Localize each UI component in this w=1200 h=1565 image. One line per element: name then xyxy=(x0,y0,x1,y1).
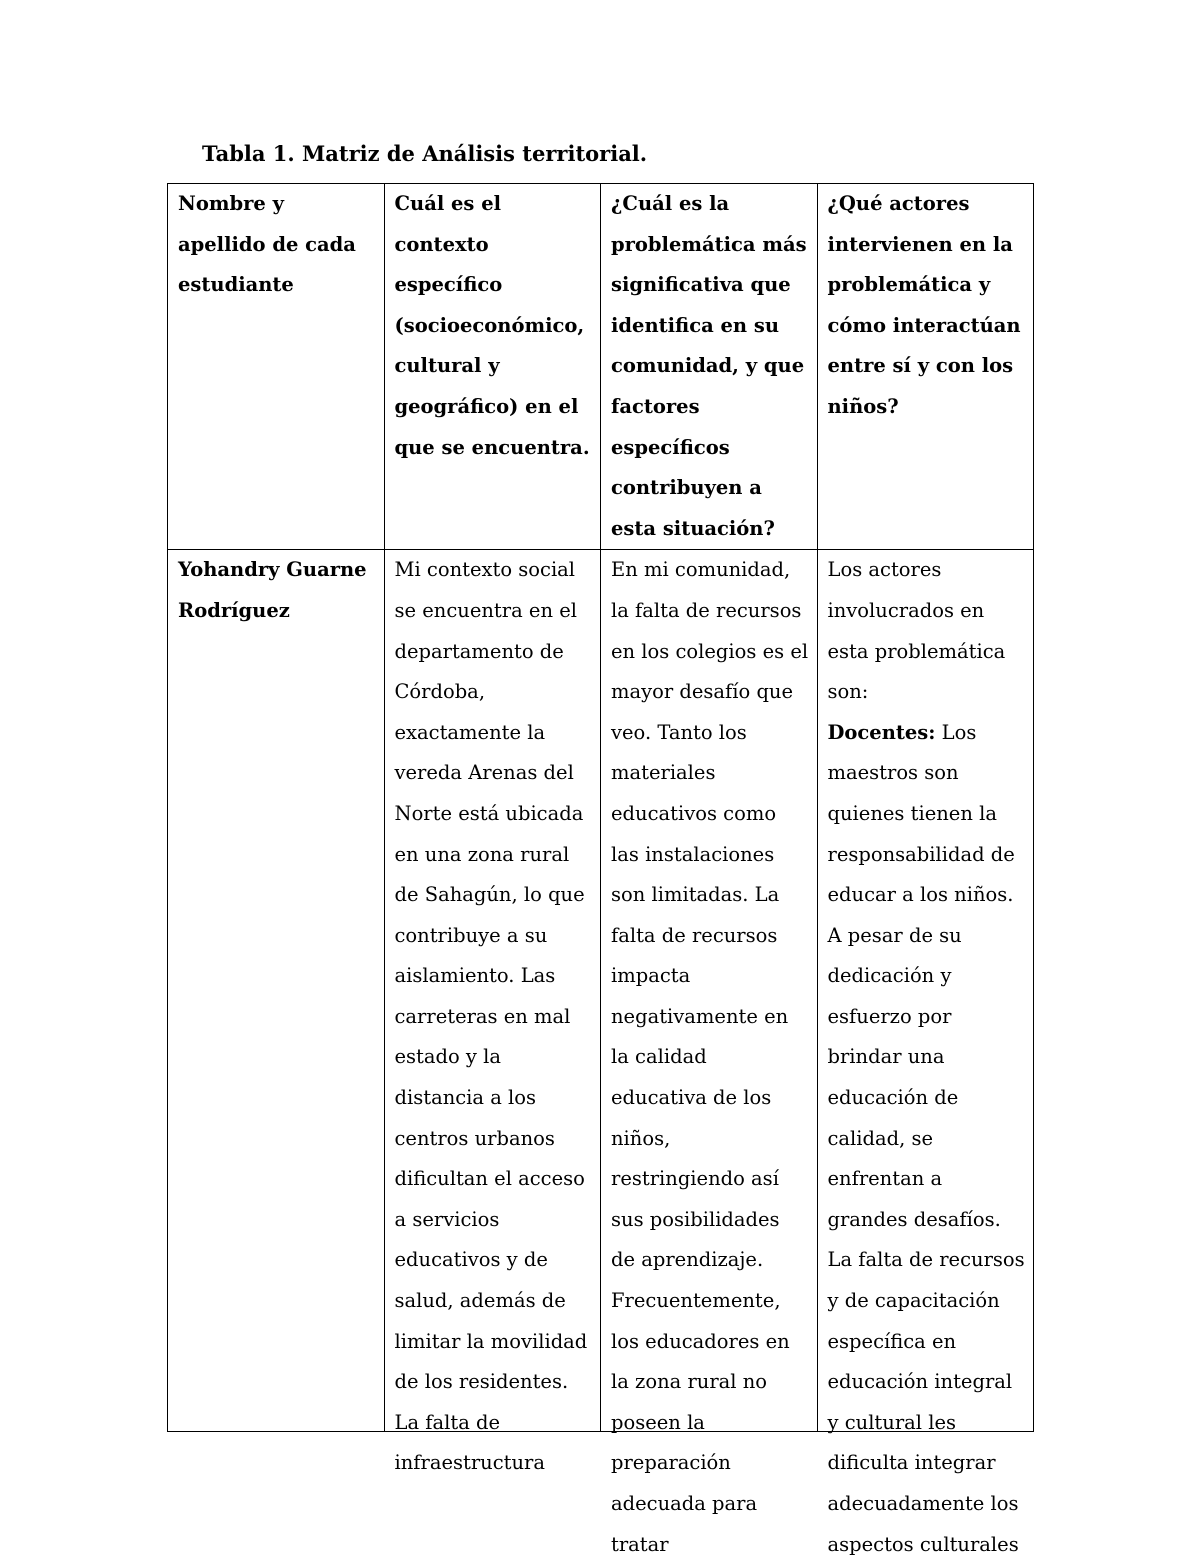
student-name: Yohandry Guarne Rodríguez xyxy=(178,558,367,622)
header-cell-student xyxy=(168,184,385,550)
cell-actors xyxy=(817,550,1034,1556)
header-context: Cuál es el contexto específico (socioeconómico, cultural y geográfico) en el que se encuentra. xyxy=(394,192,590,459)
territorial-analysis-table xyxy=(167,183,1034,1556)
actors-text: Los maestros son quienes tienen la responsabilidad de educar a los niños. A pesar de su dedicación y esfuerzo por brindar una educación de calidad, se enfrentan a grandes desafíos. La falta de recursos y de capacitación específica en educación integral y cultural les dificulta integrar adecuadamente los aspectos culturales xyxy=(827,720,1025,1556)
context-text: Mi contexto social se encuentra en el departamento de Córdoba, exactamente la vereda Arenas del Norte está ubicada en una zona rural de Sahagún, lo que contribuye a su aislamiento. Las carreteras en mal estado y la distancia a los centros urbanos dificultan el acceso a servicios educativos y de salud, además de limitar la movilidad de los residentes. La falta de infraestructura xyxy=(394,558,588,1475)
actors-intro: Los actores involucrados en esta problemática son: xyxy=(827,558,1006,704)
cell-problem xyxy=(601,550,818,1556)
actors-label-docentes: Docentes: xyxy=(827,720,936,744)
table-row xyxy=(168,550,1034,1432)
header-cell-context xyxy=(384,184,601,550)
cell-student xyxy=(168,550,385,1432)
header-cell-problem xyxy=(601,184,818,550)
problem-text: En mi comunidad, la falta de recursos en los colegios es el mayor desafío que veo. Tanto los materiales educativos como las instalaciones son limitadas. La falta de recursos impacta negativamente en la calidad educativa de los niños, restringiendo así sus posibilidades de aprendizaje. Frecuentemente, los educadores en la zona rural no poseen la preparación adecuada para tratar xyxy=(611,558,809,1556)
cell-context xyxy=(384,550,601,1475)
table-caption: Tabla 1. Matriz de Análisis territorial. xyxy=(202,141,648,166)
header-problem: ¿Cuál es la problemática más significativa que identifica en su comunidad, y que factores específicos contribuyen a esta situación? xyxy=(611,192,807,540)
header-cell-actors xyxy=(817,184,1034,550)
header-student-name: Nombre y apellido de cada estudiante xyxy=(178,192,356,297)
table-header-row xyxy=(168,184,1034,550)
header-actors: ¿Qué actores intervienen en la problemática y cómo interactúan entre sí y con los niños? xyxy=(827,192,1021,418)
